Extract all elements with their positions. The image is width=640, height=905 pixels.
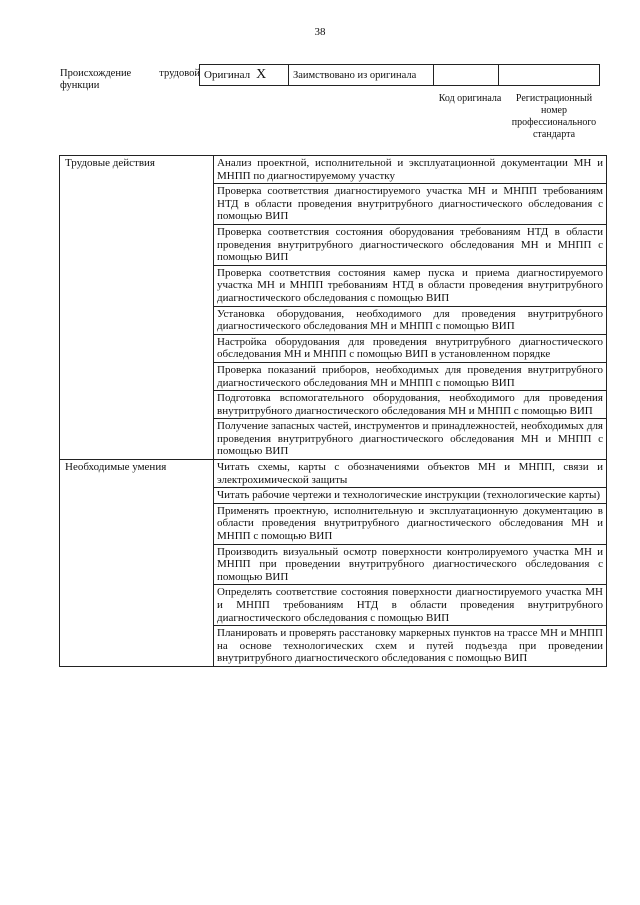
table-cell-item: Проверка соответствия состояния оборудования требованиям НТД в области проведения внутритрубного диагностического обследования МН и МНПП с помощью ВИП [214,224,607,265]
table-row [60,503,607,544]
table-cell-item: Проверка показаний приборов, необходимых для проведения внутритрубного диагностического обследования МН и МНПП с помощью ВИП [214,362,607,390]
table-cell-item: Применять проектную, исполнительную и эксплуатационную документацию в области проведения внутритрубного диагностического обследования МН и МНПП с помощью ВИП [214,503,607,544]
table-row [60,334,607,362]
table-cell-item: Проверка соответствия состояния камер пуска и приема диагностируемого участка МН и МНПП требованиям НТД в области проведения внутритрубного диагностического обследования с помощью ВИП [214,265,607,306]
original-cell [200,65,289,86]
table-row [60,460,607,488]
table-cell-item: Производить визуальный осмотр поверхности контролируемого участка МН и МНПП при проведении внутритрубного диагностического обследования с помощью ВИП [214,544,607,585]
section-title-spacer [60,419,214,460]
table-row [60,362,607,390]
section-title-spacer [60,391,214,419]
origin-table [199,64,600,86]
table-cell-item: Анализ проектной, исполнительной и эксплуатационной документации МН и МНПП по диагностируемому участку [214,156,607,184]
section-title-spacer [60,544,214,585]
table-row [60,544,607,585]
table-row [60,391,607,419]
table-cell-item: Установка оборудования, необходимого для проведения внутритрубного диагностического обследования МН и МНПП с помощью ВИП [214,306,607,334]
table-cell-item: Получение запасных частей, инструментов и принадлежностей, необходимых для проведения внутритрубного диагностического обследования МН и МНПП с помощью ВИП [214,419,607,460]
section-title-spacer [60,585,214,626]
page-number: 38 [314,26,326,38]
section-title-spacer [60,184,214,225]
table-cell-item: Определять соответствие состояния поверхности диагностируемого участка МН и МНПП требованиям НТД в области проведения внутритрубного диагностического обследования с помощью ВИП [214,585,607,626]
table-cell-item: Настройка оборудования для проведения внутритрубного диагностического обследования МН и МНПП с помощью ВИП в установленном порядке [214,334,607,362]
section-title: Трудовые действия [60,156,214,184]
table-row [60,184,607,225]
table-cell-item: Проверка соответствия диагностируемого участка МН и МНПП требованиям НТД в области проведения внутритрубного диагностического обследования с помощью ВИП [214,184,607,225]
section-title-spacer [60,306,214,334]
table-row [60,224,607,265]
table-cell-item: Читать схемы, карты с обозначениями объектов МН и МНПП, связи и электрохимической защиты [214,460,607,488]
section-title-spacer [60,626,214,667]
table-row [60,419,607,460]
table-cell-item: Планировать и проверять расстановку маркерных пунктов на трассе МН и МНПП на основе технологических схем и путей подъезда при проведении внутритрубного диагностического обследования с помощью ВИП [214,626,607,667]
table-cell-item: Читать рабочие чертежи и технологические инструкции (технологические карты) [214,488,607,504]
origin-label: Происхождение трудовой функции [60,68,200,91]
table-row [60,306,607,334]
original-mark: X [256,67,267,82]
table-row [60,156,607,184]
section-title-spacer [60,488,214,504]
code-cell [434,65,499,86]
section-title: Необходимые умения [60,460,214,488]
table-row [60,626,607,667]
section-title-spacer [60,362,214,390]
table-row [60,585,607,626]
section-title-spacer [60,224,214,265]
table-cell-item: Подготовка вспомогательного оборудования, необходимого для проведения внутритрубного диагностического обследования МН и МНПП с помощью ВИП [214,391,607,419]
section-title-spacer [60,334,214,362]
table-row [60,488,607,504]
section-title-spacer [60,265,214,306]
table-row [60,265,607,306]
functions-table [59,155,607,667]
borrowed-cell: Заимствовано из оригинала [289,65,434,86]
original-label: Оригинал [204,69,251,81]
code-caption: Код оригинала [438,93,502,104]
reg-caption: Регистрационный номер профессионального стандарта [511,93,597,140]
section-title-spacer [60,503,214,544]
reg-number-cell [499,65,600,86]
